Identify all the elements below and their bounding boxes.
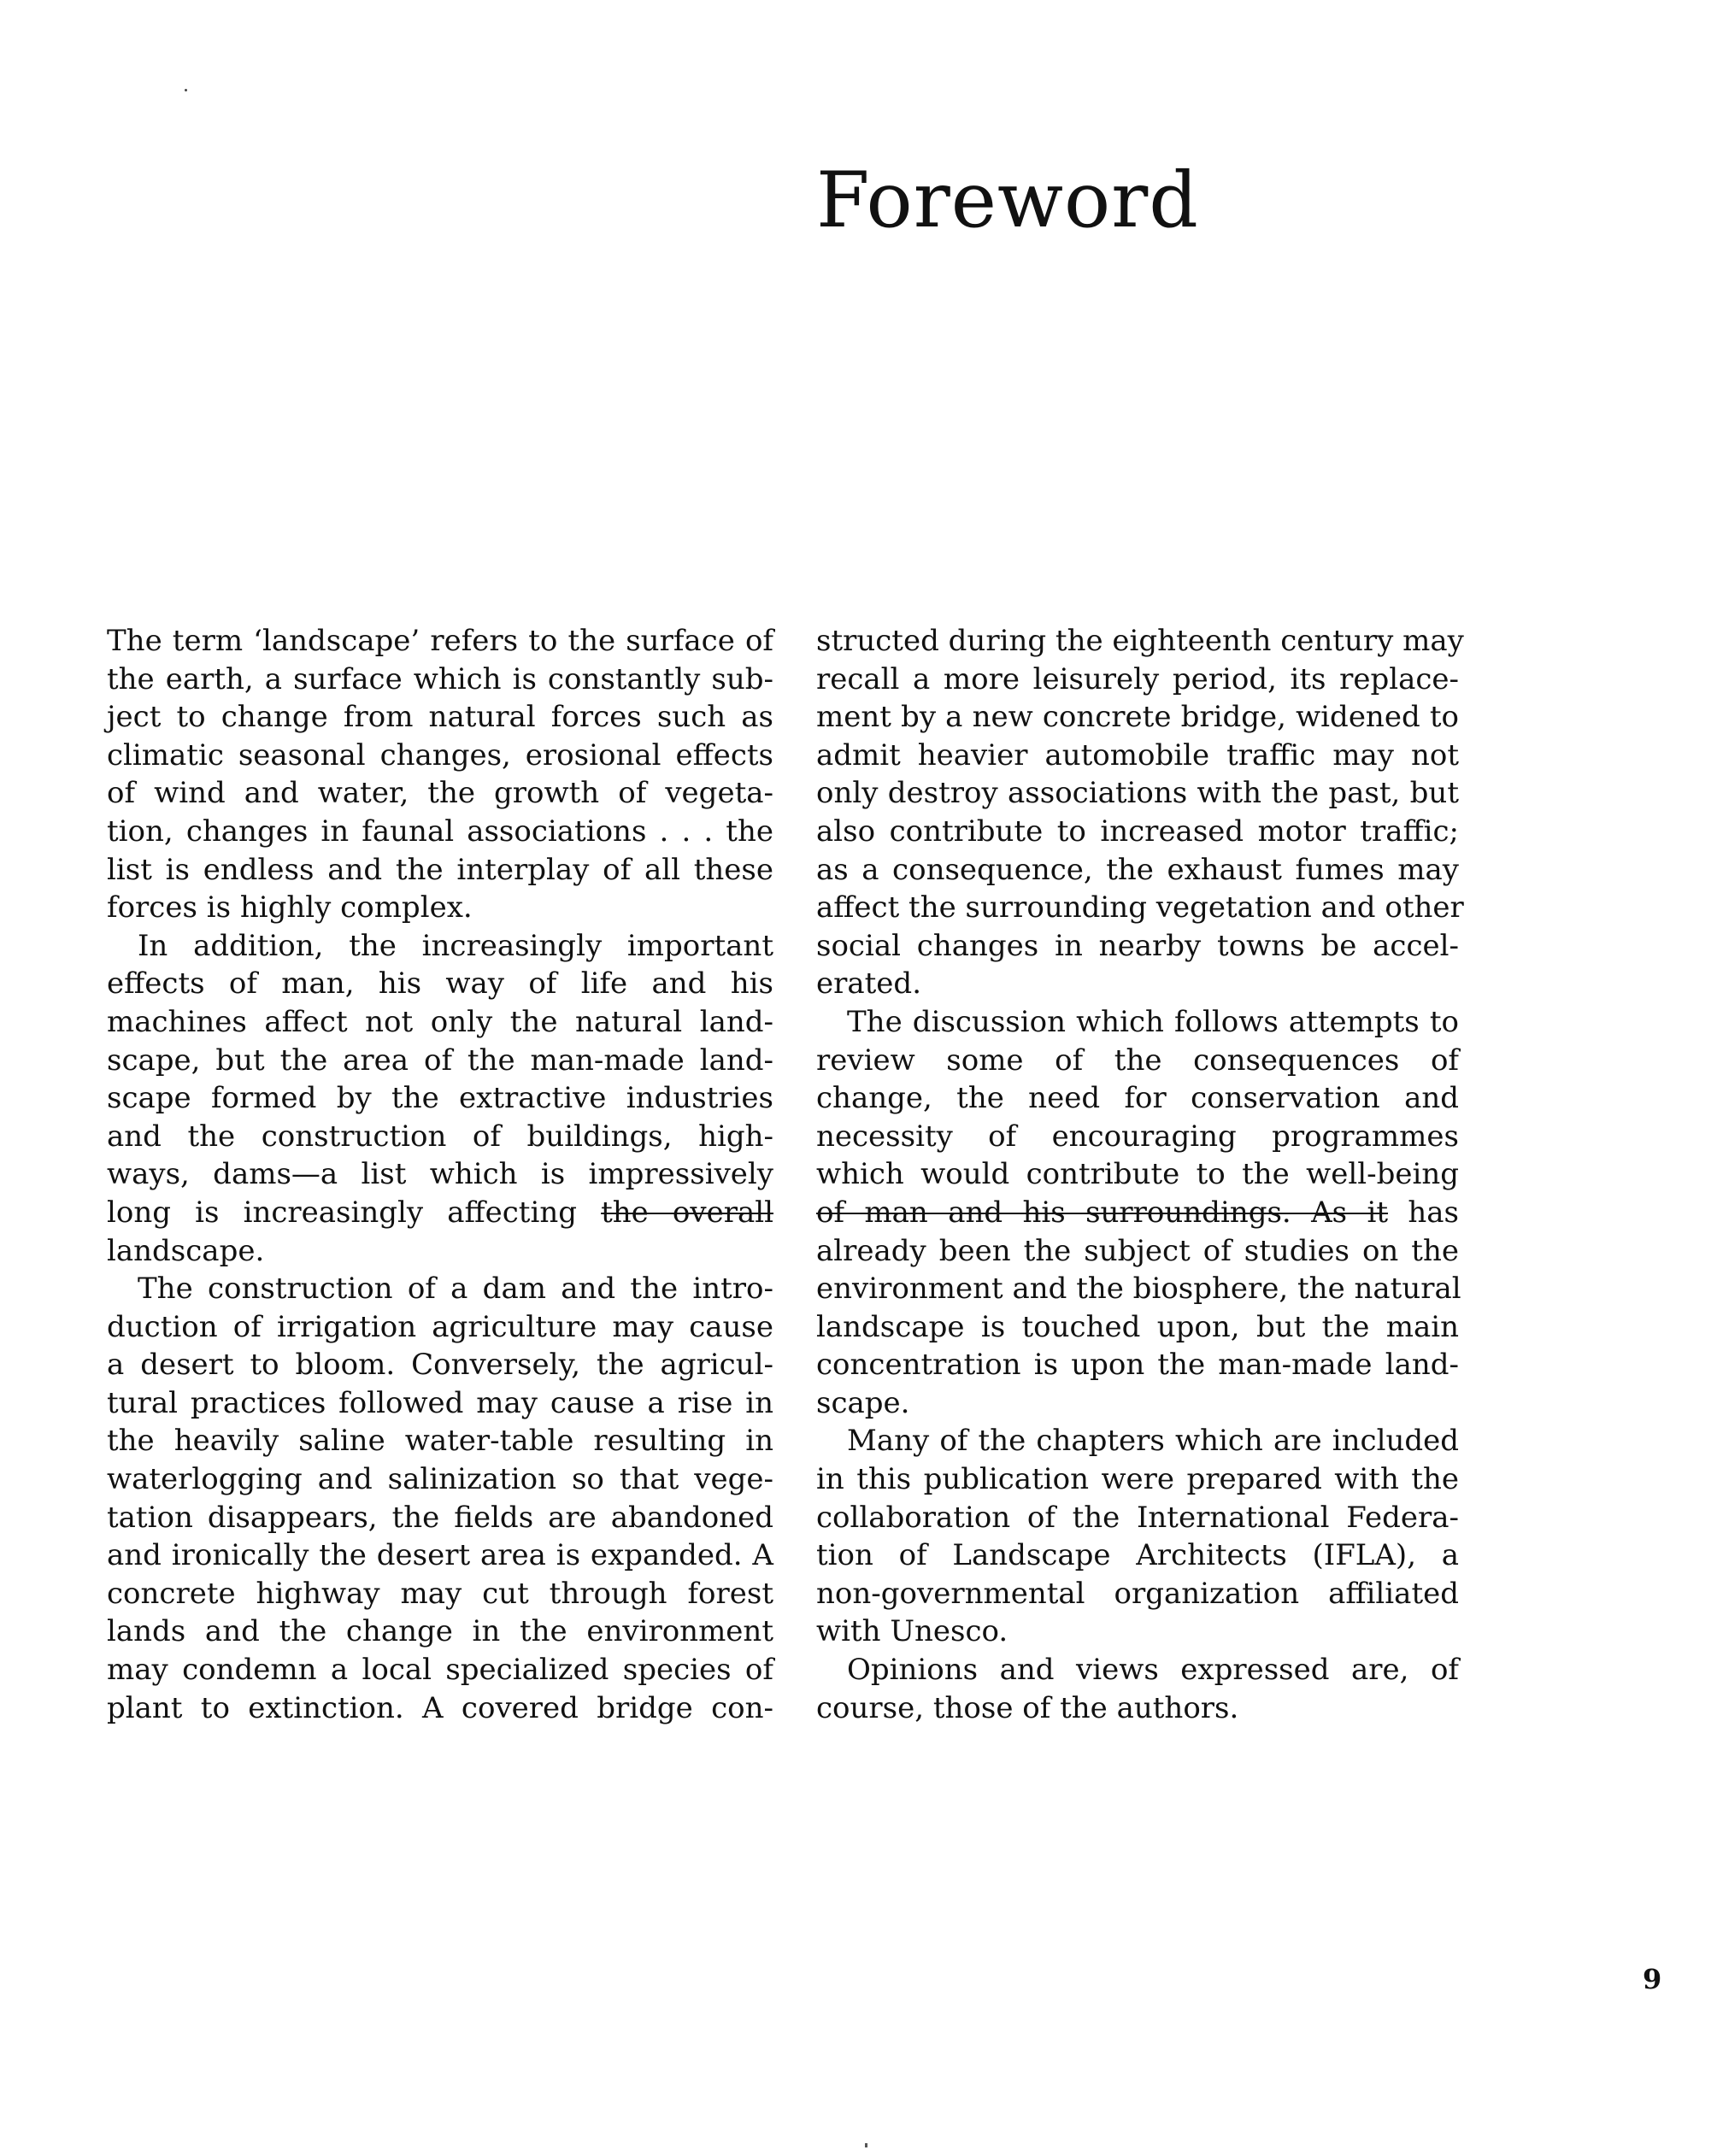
text-line: tion of Landscape Architects (IFLA), a xyxy=(816,1538,1459,1573)
text-line: landscape is touched upon, but the main xyxy=(816,1309,1459,1344)
text-line: the earth, a surface which is constantly sub- xyxy=(107,661,773,696)
text-line: scape, but the area of the man-made land- xyxy=(107,1043,773,1078)
text-line: and the construction of buildings, high- xyxy=(107,1119,773,1154)
text-line: erated. xyxy=(816,966,922,1002)
text-line: and ironically the desert area is expanded. A xyxy=(107,1538,773,1573)
text-line: The discussion which follows attempts to xyxy=(847,1004,1459,1039)
text-line: ways, dams—a list which is impressively xyxy=(107,1157,773,1192)
text-line: Many of the chapters which are included xyxy=(847,1424,1459,1459)
text-line: scape formed by the extractive industries xyxy=(107,1081,773,1116)
text-line: lands and the change in the environment xyxy=(107,1614,773,1649)
text-line: non-governmental organization affiliated xyxy=(816,1576,1459,1611)
page-title: Foreword xyxy=(816,156,1199,245)
text-line: social changes in nearby towns be accel- xyxy=(816,928,1459,963)
text-line: structed during the eighteenth century may xyxy=(816,624,1464,658)
text-line: concentration is upon the man-made land- xyxy=(816,1348,1459,1383)
page-number: 9 xyxy=(1643,1963,1662,1995)
left-text-column xyxy=(107,622,773,1727)
text-line: ject to change from natural forces such as xyxy=(107,700,773,735)
text-line: tation disappears, the fields are abandoned xyxy=(107,1500,773,1535)
text-line: Opinions and views expressed are, of xyxy=(847,1653,1459,1688)
text-line: may condemn a local specialized species of xyxy=(107,1653,773,1688)
text-line: review some of the consequences of xyxy=(816,1043,1459,1078)
text-line: landscape. xyxy=(107,1233,265,1268)
text-line: which would contribute to the well-being xyxy=(816,1157,1459,1192)
text-line: machines affect not only the natural land- xyxy=(107,1004,773,1039)
text-line: ment by a new concrete bridge, widened to xyxy=(816,700,1459,735)
text-line: affect the surrounding vegetation and other xyxy=(816,890,1464,925)
text-line: The construction of a dam and the intro- xyxy=(138,1272,773,1307)
text-line: recall a more leisurely period, its replace- xyxy=(816,661,1459,696)
text-line: plant to extinction. A covered bridge con- xyxy=(107,1690,773,1725)
text-line: of wind and water, the growth of vegeta- xyxy=(107,776,773,811)
text-line: long is increasingly affecting the overall xyxy=(107,1195,773,1230)
text-line: effects of man, his way of life and his xyxy=(107,966,773,1002)
right-text-column xyxy=(816,622,1464,1727)
text-line: with Unesco. xyxy=(816,1614,1008,1649)
text-line: tion, changes in faunal associations . . . the xyxy=(107,814,773,849)
text-line: list is endless and the interplay of all these xyxy=(107,852,773,887)
text-line: forces is highly complex. xyxy=(107,890,473,925)
text-line: change, the need for conservation and xyxy=(816,1081,1459,1116)
text-line: collaboration of the International Federa- xyxy=(816,1500,1459,1535)
text-line: scape. xyxy=(816,1385,910,1420)
text-line: waterlogging and salinization so that vege- xyxy=(107,1462,773,1497)
text-line: necessity of encouraging programmes xyxy=(816,1119,1459,1154)
text-line: course, those of the authors. xyxy=(816,1690,1239,1725)
text-line: The term ‘landscape’ refers to the surface of xyxy=(107,624,773,658)
scan-speck xyxy=(865,2143,867,2147)
text-line: a desert to bloom. Conversely, the agricul- xyxy=(107,1348,773,1383)
text-line: concrete highway may cut through forest xyxy=(107,1576,773,1611)
text-line: in this publication were prepared with the xyxy=(816,1462,1459,1497)
text-line: the heavily saline water-table resulting in xyxy=(107,1424,773,1459)
text-line: already been the subject of studies on the xyxy=(816,1233,1459,1268)
text-line: of man and his surroundings. As it has xyxy=(816,1195,1459,1230)
text-line: as a consequence, the exhaust fumes may xyxy=(816,852,1459,887)
text-line: also contribute to increased motor traffic; xyxy=(816,814,1459,849)
text-line: only destroy associations with the past, but xyxy=(816,776,1459,811)
scan-speck xyxy=(185,89,187,91)
text-line: duction of irrigation agriculture may cause xyxy=(107,1309,773,1344)
text-line: In addition, the increasingly important xyxy=(138,928,773,963)
text-line: tural practices followed may cause a rise in xyxy=(107,1385,773,1420)
text-line: admit heavier automobile traffic may not xyxy=(816,737,1459,773)
text-line: climatic seasonal changes, erosional effects xyxy=(107,737,773,773)
text-line: environment and the biosphere, the natural xyxy=(816,1272,1461,1307)
